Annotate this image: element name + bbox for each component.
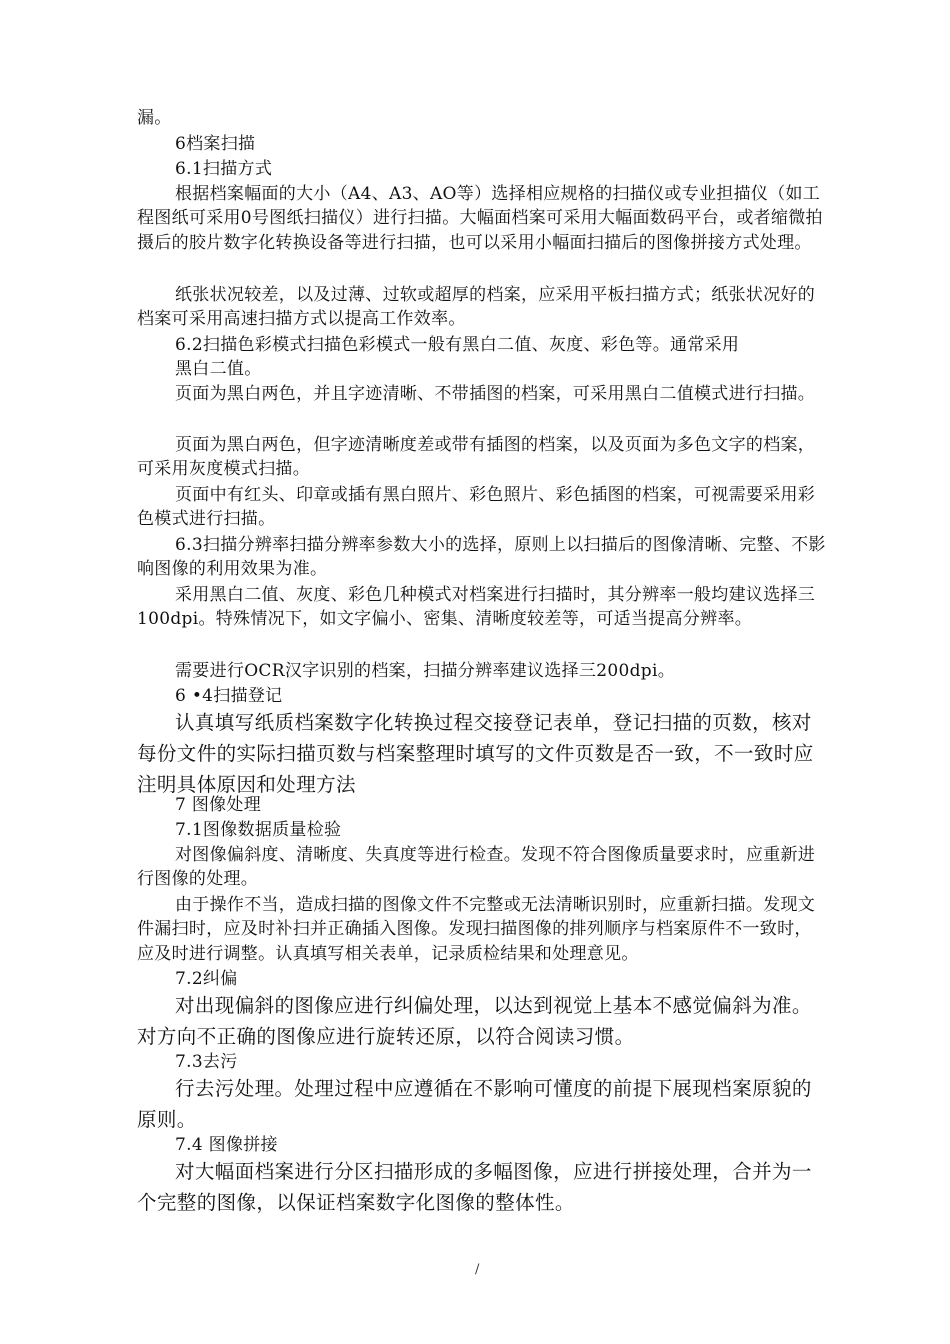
page-footer: /	[475, 1262, 480, 1277]
subsection-heading-6-4: 6 •4扫描登记	[175, 686, 283, 706]
paragraph: 页面中有红头、印章或插有黑白照片、彩色照片、彩色插图的档案，可视需要采用彩色模式进行扫描。	[137, 485, 816, 530]
subsection-heading-7-1: 7.1图像数据质量检验	[175, 820, 342, 840]
paragraph: 由于操作不当，造成扫描的图像文件不完整或无法清晰识别时，应重新扫描。发现文件漏扫时，应及时补扫并正确插入图像。发现扫描图像的排列顺序与档案原件不一致时，应及时进行调整。认真填写相关表单，记录质检结果和处理意见。	[137, 895, 816, 964]
paragraph: 6.2扫描色彩模式扫描色彩模式一般有黑白二值、灰度、彩色等。通常采用	[175, 335, 740, 355]
subsection-heading-7-3: 7.3去污	[175, 1052, 238, 1072]
paragraph: 行去污处理。处理过程中应遵循在不影响可懂度的前提下展现档案原貌的原则。	[137, 1077, 812, 1131]
subsection-heading-6-1: 6.1扫描方式	[175, 159, 273, 179]
section-heading-7: 7 图像处理	[175, 795, 262, 815]
paragraph: 根据档案幅面的大小（A4、A3、AO等）选择相应规格的扫描仪或专业担描仪（如工程图纸可采用0号图纸扫描仪）进行扫描。大幅面档案可采用大幅面数码平台，或者缩微拍摄后的胶片数字化转换设备等进行扫描，也可以采用小幅面扫描后的图像拼接方式处理。	[137, 184, 823, 253]
paragraph: 需要进行OCR汉字识别的档案，扫描分辨率建议选择三200dpi。	[175, 661, 675, 681]
paragraph: 对大幅面档案进行分区扫描形成的多幅图像，应进行拼接处理，合并为一个完整的图像，以保证档案数字化图像的整体性。	[137, 1160, 812, 1214]
paragraph: 页面为黑白两色，并且字迹清晰、不带插图的档案，可采用黑白二值模式进行扫描。	[175, 384, 816, 404]
continued-text: 漏。	[137, 108, 172, 128]
paragraph: 对出现偏斜的图像应进行纠偏处理，以达到视觉上基本不感觉偏斜为准。对方向不正确的图像应进行旋转还原，以符合阅读习惯。	[137, 994, 812, 1048]
paragraph: 纸张状况较差，以及过薄、过软或超厚的档案，应采用平板扫描方式；纸张状况好的档案可采用高速扫描方式以提高工作效率。	[137, 285, 816, 330]
section-heading-6: 6档案扫描	[175, 134, 256, 154]
paragraph: 对图像偏斜度、清晰度、失真度等进行检查。发现不符合图像质量要求时，应重新进行图像的处理。	[137, 845, 816, 890]
paragraph: 采用黑白二值、灰度、彩色几种模式对档案进行扫描时，其分辨率一般均建议选择三100dpi。特殊情况下，如文字偏小、密集、清晰度较差等，可适当提高分辨率。	[137, 585, 816, 630]
subsection-heading-7-4: 7.4 图像拼接	[175, 1135, 278, 1155]
paragraph: 页面为黑白两色，但字迹清晰度差或带有插图的档案，以及页面为多色文字的档案，可采用灰度模式扫描。	[137, 435, 816, 480]
paragraph-continuation: 黑白二值。	[175, 359, 262, 379]
paragraph: 认真填写纸质档案数字化转换过程交接登记表单，登记扫描的页数，核对每份文件的实际扫描页数与档案整理时填写的文件页数是否一致，不一致时应注明具体原因和处理方法	[137, 711, 814, 796]
subsection-heading-7-2: 7.2纠偏	[175, 969, 238, 989]
paragraph: 6.3扫描分辨率扫描分辨率参数大小的选择，原则上以扫描后的图像清晰、完整、不影响图像的利用效果为准。	[137, 535, 826, 580]
